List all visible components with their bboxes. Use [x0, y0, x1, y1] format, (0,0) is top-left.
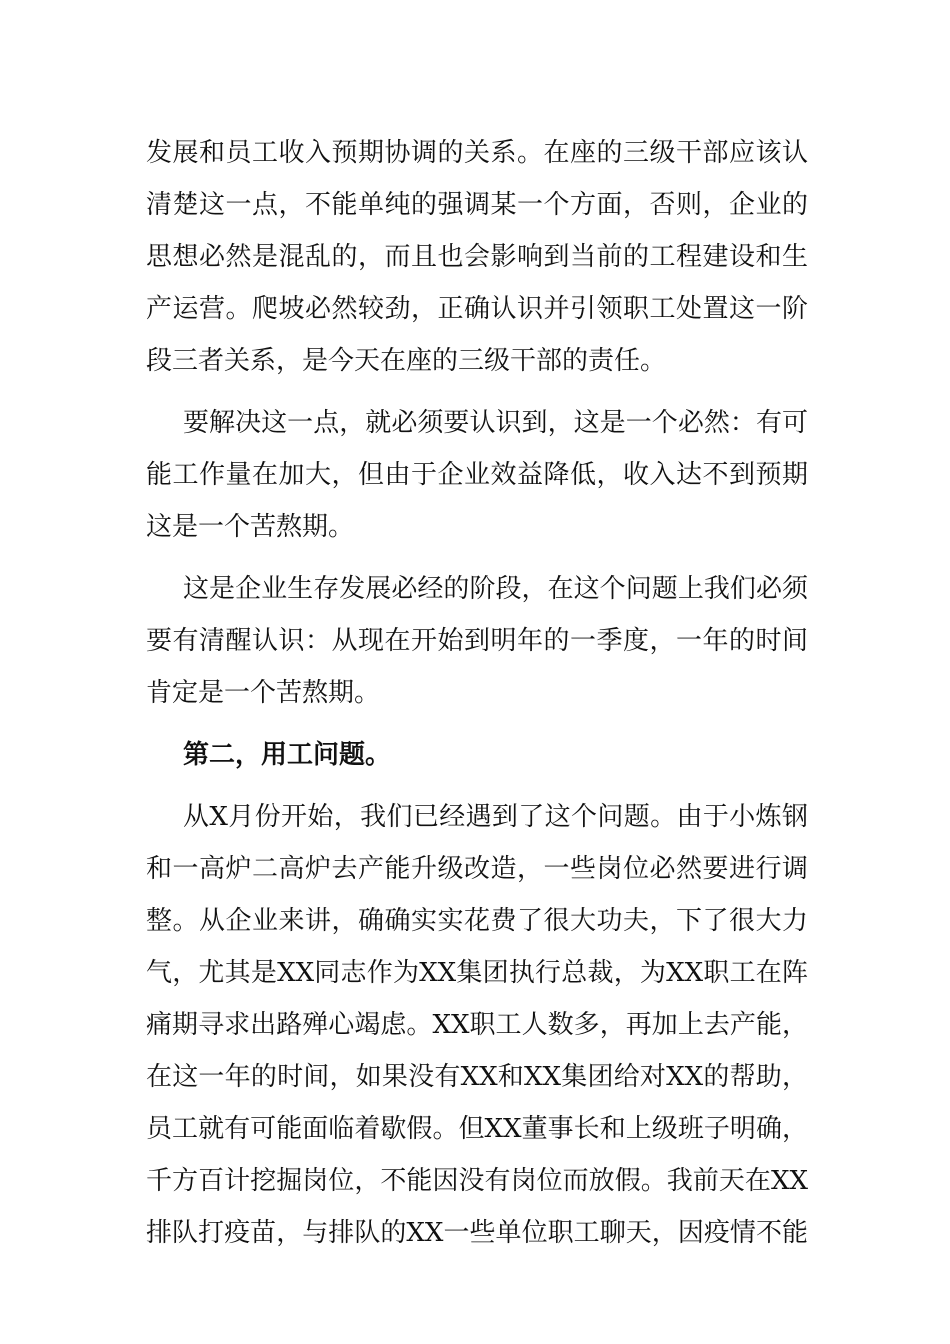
text-line: 能工作量在加大，但由于企业效益降低，收入达不到预期	[146, 460, 808, 490]
text-line: 思想必然是混乱的，而且也会影响到当前的工程建设和生	[146, 242, 808, 272]
text-line: 整。从企业来讲，确确实实花费了很大功夫，下了很大力	[146, 906, 808, 936]
document-body	[146, 127, 808, 1259]
paragraph-relations	[146, 127, 808, 387]
section-heading	[146, 729, 808, 781]
text-line: 在这一年的时间，如果没有XX和XX集团给对XX的帮助，	[146, 1062, 808, 1092]
text-line: 从X月份开始，我们已经遇到了这个问题。由于小炼钢	[183, 802, 808, 832]
text-line: 气，尤其是XX同志作为XX集团执行总裁，为XX职工在阵	[146, 958, 808, 988]
text-line: 要解决这一点，就必须要认识到，这是一个必然：有可	[183, 408, 808, 438]
paragraph-employment	[146, 791, 808, 1259]
text-line: 段三者关系，是今天在座的三级干部的责任。	[146, 346, 667, 376]
paragraph-necessity	[146, 397, 808, 553]
text-line: 发展和员工收入预期协调的关系。在座的三级干部应该认	[146, 138, 808, 168]
text-line: 要有清醒认识：从现在开始到明年的一季度，一年的时间	[146, 626, 808, 656]
text-line: 这是企业生存发展必经的阶段，在这个问题上我们必须	[183, 574, 808, 604]
text-line: 千方百计挖掘岗位，不能因没有岗位而放假。我前天在XX	[146, 1166, 808, 1196]
text-line: 这是一个苦熬期。	[146, 512, 355, 542]
text-line: 员工就有可能面临着歇假。但XX董事长和上级班子明确，	[146, 1114, 808, 1144]
text-line: 产运营。爬坡必然较劲，正确认识并引领职工处置这一阶	[146, 294, 808, 324]
heading-employment-issue: 第二，用工问题。	[183, 740, 392, 770]
text-line: 和一高炉二高炉去产能升级改造，一些岗位必然要进行调	[146, 854, 808, 884]
text-line: 清楚这一点，不能单纯的强调某一个方面，否则，企业的	[146, 190, 808, 220]
paragraph-hard-period	[146, 563, 808, 719]
text-line: 排队打疫苗，与排队的XX一些单位职工聊天，因疫情不能	[146, 1218, 808, 1248]
text-line: 痛期寻求出路殚心竭虑。XX职工人数多，再加上去产能，	[146, 1010, 808, 1040]
text-line: 肯定是一个苦熬期。	[146, 678, 381, 708]
